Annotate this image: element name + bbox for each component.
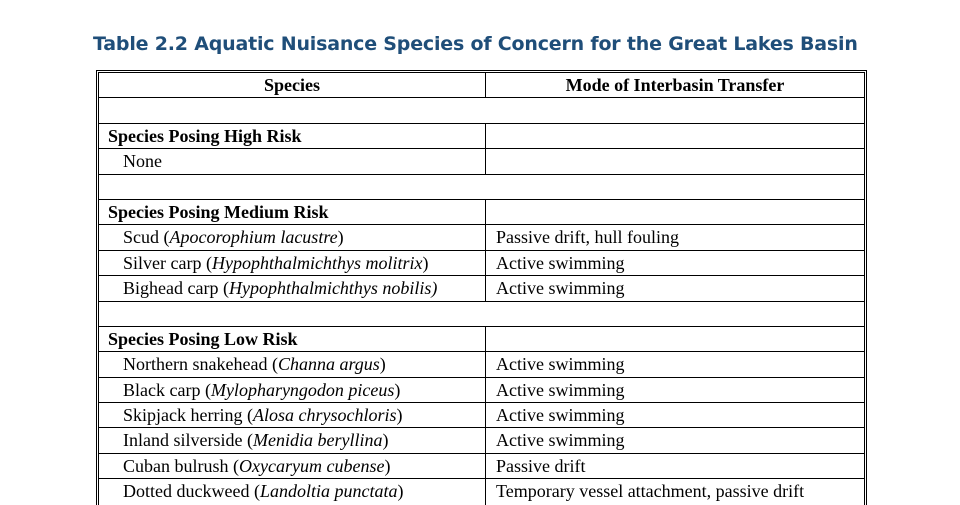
header-species: Species bbox=[99, 73, 486, 97]
transfer-mode: Active swimming bbox=[496, 379, 625, 400]
species-name: Northern snakehead (Channa argus) bbox=[99, 352, 486, 376]
transfer-mode bbox=[486, 149, 864, 173]
species-name: Dotted duckweed (Landoltia punctata) bbox=[99, 479, 486, 504]
table-row bbox=[99, 276, 864, 301]
species-name: Bighead carp (Hypophthalmichthys nobilis) bbox=[99, 276, 486, 300]
table-row bbox=[99, 378, 864, 403]
species-name: None bbox=[99, 149, 486, 173]
species-name: Black carp (Mylopharyngodon piceus) bbox=[99, 378, 486, 402]
spacer-row bbox=[99, 302, 864, 327]
table-row bbox=[99, 479, 864, 504]
spacer-row bbox=[99, 98, 864, 123]
species-name: Inland silverside (Menidia beryllina) bbox=[99, 428, 486, 452]
table-row bbox=[99, 225, 864, 250]
transfer-mode: Passive drift, hull fouling bbox=[496, 227, 679, 248]
table-row bbox=[99, 352, 864, 377]
species-table bbox=[96, 70, 867, 505]
group-label: Species Posing High Risk bbox=[99, 124, 486, 148]
table-row bbox=[99, 149, 864, 174]
transfer-mode: Active swimming bbox=[496, 354, 625, 375]
group-row-low-risk bbox=[99, 327, 864, 352]
group-row-high-risk bbox=[99, 124, 864, 149]
transfer-mode: Passive drift bbox=[496, 455, 586, 476]
transfer-mode: Active swimming bbox=[496, 278, 625, 299]
table-row bbox=[99, 403, 864, 428]
table-row bbox=[99, 454, 864, 479]
species-name: Silver carp (Hypophthalmichthys molitrix) bbox=[99, 251, 486, 275]
transfer-mode: Temporary vessel attachment, passive drift bbox=[496, 481, 805, 502]
group-label: Species Posing Low Risk bbox=[99, 327, 486, 351]
transfer-mode: Active swimming bbox=[496, 252, 625, 273]
table-title: Table 2.2 Aquatic Nuisance Species of Concern for the Great Lakes Basin bbox=[93, 33, 858, 55]
table-header-row bbox=[99, 73, 864, 98]
species-name: Skipjack herring (Alosa chrysochloris) bbox=[99, 403, 486, 427]
spacer-row bbox=[99, 175, 864, 200]
table-row bbox=[99, 251, 864, 276]
group-label: Species Posing Medium Risk bbox=[99, 200, 486, 224]
species-name: Cuban bulrush (Oxycaryum cubense) bbox=[99, 454, 486, 478]
species-name: Scud (Apocorophium lacustre) bbox=[99, 225, 486, 249]
transfer-mode: Active swimming bbox=[496, 405, 625, 426]
header-mode: Mode of Interbasin Transfer bbox=[565, 75, 785, 95]
group-row-medium-risk bbox=[99, 200, 864, 225]
transfer-mode: Active swimming bbox=[496, 430, 625, 451]
table-row bbox=[99, 428, 864, 453]
